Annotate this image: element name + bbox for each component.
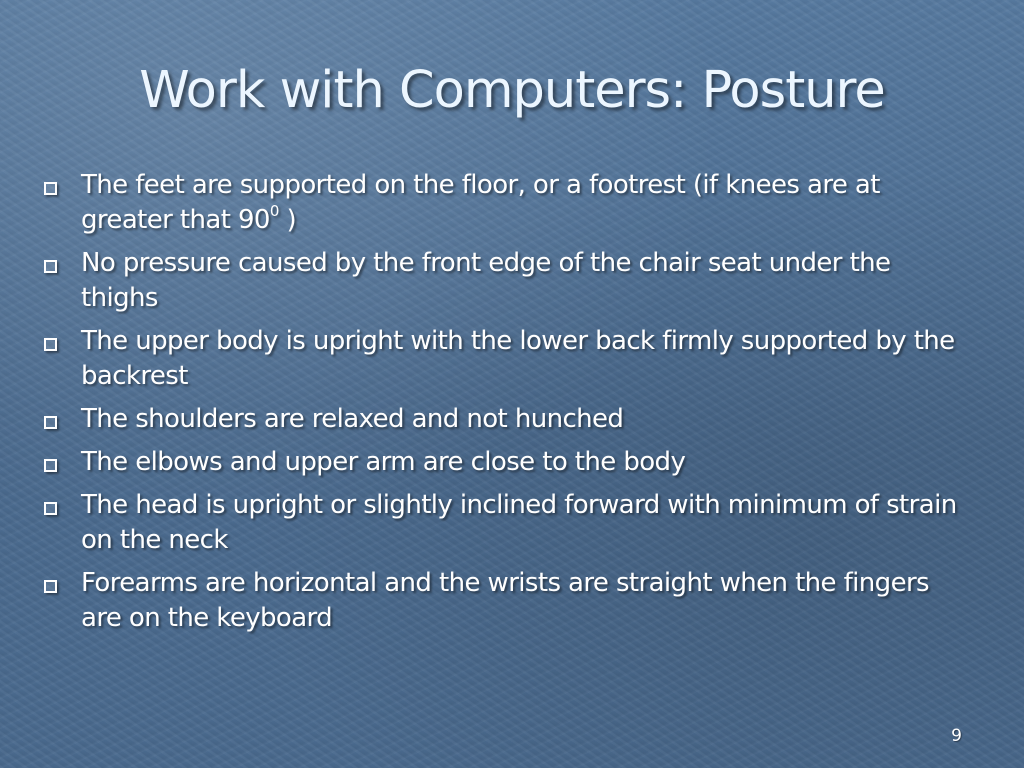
hollow-square-icon bbox=[44, 502, 57, 515]
bullet-text: The feet are supported on the floor, or a footrest (if knees are at greater that 90 bbox=[81, 170, 880, 235]
bullet-item bbox=[43, 402, 973, 437]
page-number: 9 bbox=[951, 726, 962, 746]
hollow-square-icon bbox=[44, 338, 57, 351]
hollow-square-icon bbox=[44, 416, 57, 429]
bullet-text: No pressure caused by the front edge of the chair seat under the thighs bbox=[81, 248, 891, 313]
bullet-text: The head is upright or slightly inclined forward with minimum of strain on the neck bbox=[81, 490, 957, 555]
slide-title: Work with Computers: Posture bbox=[139, 61, 885, 120]
bullet-item bbox=[43, 246, 973, 316]
bullet-item bbox=[43, 445, 973, 480]
bullet-text-tail: ) bbox=[278, 205, 297, 235]
bullet-item bbox=[43, 324, 973, 394]
bullet-text: The elbows and upper arm are close to the body bbox=[81, 447, 686, 477]
bullet-item bbox=[43, 168, 973, 238]
bullet-list bbox=[43, 168, 973, 644]
hollow-square-icon bbox=[44, 260, 57, 273]
hollow-square-icon bbox=[44, 182, 57, 195]
bullet-item bbox=[43, 488, 973, 558]
bullet-item bbox=[43, 566, 973, 636]
bullet-text: The shoulders are relaxed and not hunched bbox=[81, 404, 624, 434]
hollow-square-icon bbox=[44, 580, 57, 593]
bullet-text: The upper body is upright with the lower back firmly supported by the backrest bbox=[81, 326, 955, 391]
bullet-text: Forearms are horizontal and the wrists are straight when the fingers are on the keyboard bbox=[81, 568, 929, 633]
hollow-square-icon bbox=[44, 459, 57, 472]
superscript-degree: 0 bbox=[269, 202, 279, 221]
